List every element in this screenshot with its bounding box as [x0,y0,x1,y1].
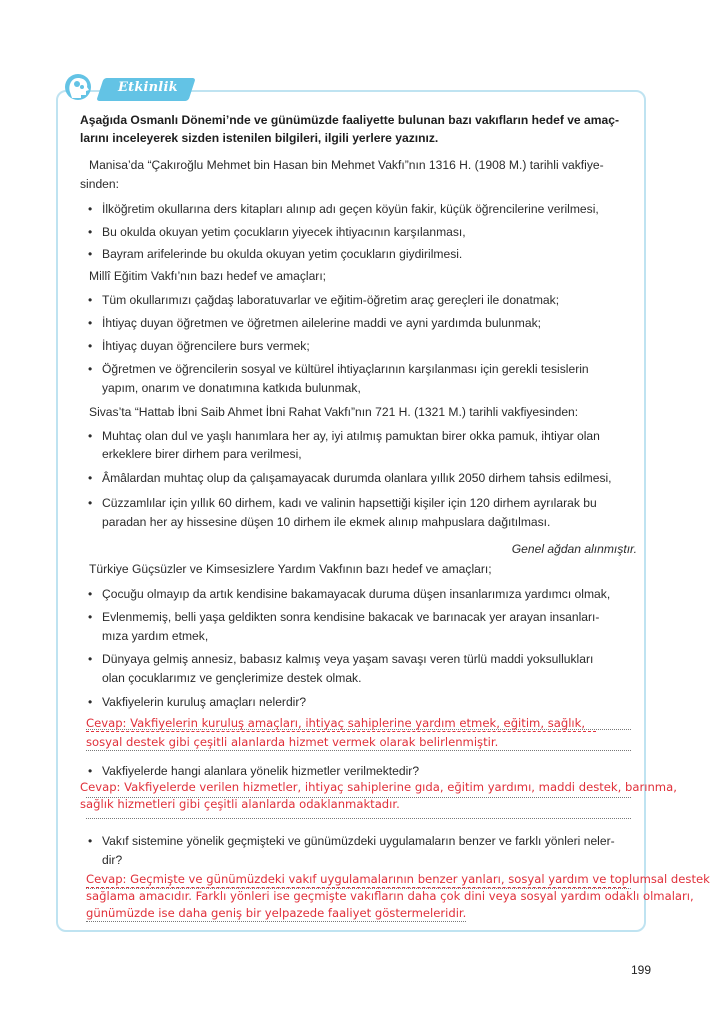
bullet-icon: • [88,247,93,261]
list-item: Dünyaya gelmiş annesiz, babasız kalmış veya yaşam savaşı veren türlü maddi yoksullukları [102,652,594,666]
answer-line [86,797,631,798]
intro-line-1: Aşağıda Osmanlı Dönemi’nde ve günümüzde faaliyette bulunan bazı vakıfların hedef ve amaç- [80,113,619,127]
list-item: Tüm okullarımızı çağdaş laboratuvarlar ve eğitim-öğretim araç gereçleri ile donatmak; [102,293,560,307]
list-item: Bayram arifelerinde bu okulda okuyan yetim çocukların giydirilmesi. [102,247,463,261]
list-item: İhtiyaç duyan öğrencilere burs vermek; [102,339,310,353]
list-item: Çocuğu olmayıp da artık kendisine bakamayacak duruma düşen insanlarımıza yardımcı olmak, [102,587,611,601]
list-item: İlköğretim okullarına ders kitapları alınıp adı geçen köyün fakir, küçük öğrencilerine verilmesi, [102,202,599,216]
question-2: Vakfiyelerde hangi alanlara yönelik hizmetler verilmektedir? [102,764,420,778]
question-1: Vakfiyelerin kuruluş amaçları nelerdir? [102,695,307,709]
intro-line-2: larını inceleyerek sizden istenilen bilgileri, ilgili yerlere yazınız. [80,131,439,145]
bullet-icon: • [88,316,93,330]
bullet-icon: • [88,339,93,353]
list-item-cont: mıza yardım etmek, [102,629,209,643]
question-3-line-2: dir? [102,853,123,867]
bullet-icon: • [88,834,93,848]
list-item-cont: erkeklere birer dirhem para verilmesi, [102,447,302,461]
list-item: Cüzzamlılar için yıllık 60 dirhem, kadı ve valinin hapsettiği kişiler için 120 dirhem ayrılarak bu [102,496,597,510]
answer-1-line-1: Cevap: Vakfiyelerin kuruluş amaçları, ihtiyaç sahiplerine yardım etmek, eğitim, sağlık, [86,716,586,730]
bullet-icon: • [88,587,93,601]
turkiye-heading: Türkiye Güçsüzler ve Kimsesizlere Yardım Vakfının bazı hedef ve amaçları; [89,562,492,576]
bullet-icon: • [88,471,93,485]
list-item: Öğretmen ve öğrencilerin sosyal ve kültürel ihtiyaçlarının karşılanması için gerekli tesislerin [102,362,589,376]
spellcheck-underline [86,731,596,732]
activity-label: Etkinlik [118,80,178,95]
answer-line [86,921,466,922]
manisa-heading-2: sinden: [80,177,119,191]
manisa-heading-1: Manisa’da “Çakıroğlu Mehmet bin Hasan bin Mehmet Vakfı”nın 1316 H. (1908 M.) tarihli vakfiye- [89,158,604,172]
answer-1-line-2: sosyal destek gibi çeşitli alanlarda hizmet vermek olarak belirlenmiştir. [86,735,499,749]
bullet-icon: • [88,429,93,443]
sivas-heading: Sivas’ta “Hattab İbni Saib Ahmet İbni Rahat Vakfı”nın 721 H. (1321 M.) tarihli vakfiyesinden: [89,405,579,419]
bullet-icon: • [88,362,93,376]
list-item: Evlenmemiş, belli yaşa geldikten sonra kendisine bakacak ve barınacak yer arayan insanları- [102,610,600,624]
answer-3-line-2: sağlama amacıdır. Farklı yönleri ise geçmişte vakıfların daha çok dini veya sosyal yardım odaklı olmaları, [86,889,694,903]
bullet-icon: • [88,202,93,216]
answer-2-line-2: sağlık hizmetleri gibi çeşitli alanlarda odaklanmaktadır. [80,797,400,811]
milli-heading: Millî Eğitim Vakfı’nın bazı hedef ve amaçları; [89,269,327,283]
bullet-icon: • [88,764,93,778]
bullet-icon: • [88,610,93,624]
bullet-icon: • [88,293,93,307]
answer-line [86,750,631,751]
answer-3-line-1: Cevap: Geçmişte ve günümüzdeki vakıf uygulamalarının benzer yanları, sosyal yardım ve toplumsal destek [86,872,710,886]
question-3-line-1: Vakıf sistemine yönelik geçmişteki ve günümüzdeki uygulamaların benzer ve farklı yönleri neler- [102,834,615,848]
brain-head-icon [63,72,97,102]
list-item: Bu okulda okuyan yetim çocukların yiyecek ihtiyacının karşılanması, [102,225,466,239]
answer-line [86,818,631,819]
list-item: Muhtaç olan dul ve yaşlı hanımlara her ay, iyi atılmış pamuktan birer okka pamuk, ihtiyar olan [102,429,600,443]
answer-3-line-3: günümüzde ise daha geniş bir yelpazede faaliyet göstermeleridir. [86,906,467,920]
source-note: Genel ağdan alınmıştır. [511,542,637,556]
spellcheck-underline [86,887,626,888]
list-item: Âmâlardan muhtaç olup da çalışamayacak durumda olanlara yıllık 2050 dirhem tahsis edilmesi, [102,471,612,485]
list-item-cont: paradan her ay hissesine düşen 10 dirhem ile ekmek alınıp mahpuslara dağıtılması. [102,515,551,529]
bullet-icon: • [88,652,93,666]
page-number: 199 [630,963,651,977]
list-item: İhtiyaç duyan öğretmen ve öğretmen ailelerine maddi ve ayni yardımda bulunmak; [102,316,541,330]
list-item-cont: yapım, onarım ve donatımına katkıda bulunmak, [102,381,361,395]
bullet-icon: • [88,496,93,510]
answer-line [86,888,631,889]
bullet-icon: • [88,225,93,239]
bullet-icon: • [88,695,93,709]
list-item-cont: olan çocuklarımız ve gençlerimize destek olmak. [102,671,362,685]
answer-2-line-1: Cevap: Vakfiyelerde verilen hizmetler, ihtiyaç sahiplerine gıda, eğitim yardımı, maddi destek, barınma, [80,780,677,794]
